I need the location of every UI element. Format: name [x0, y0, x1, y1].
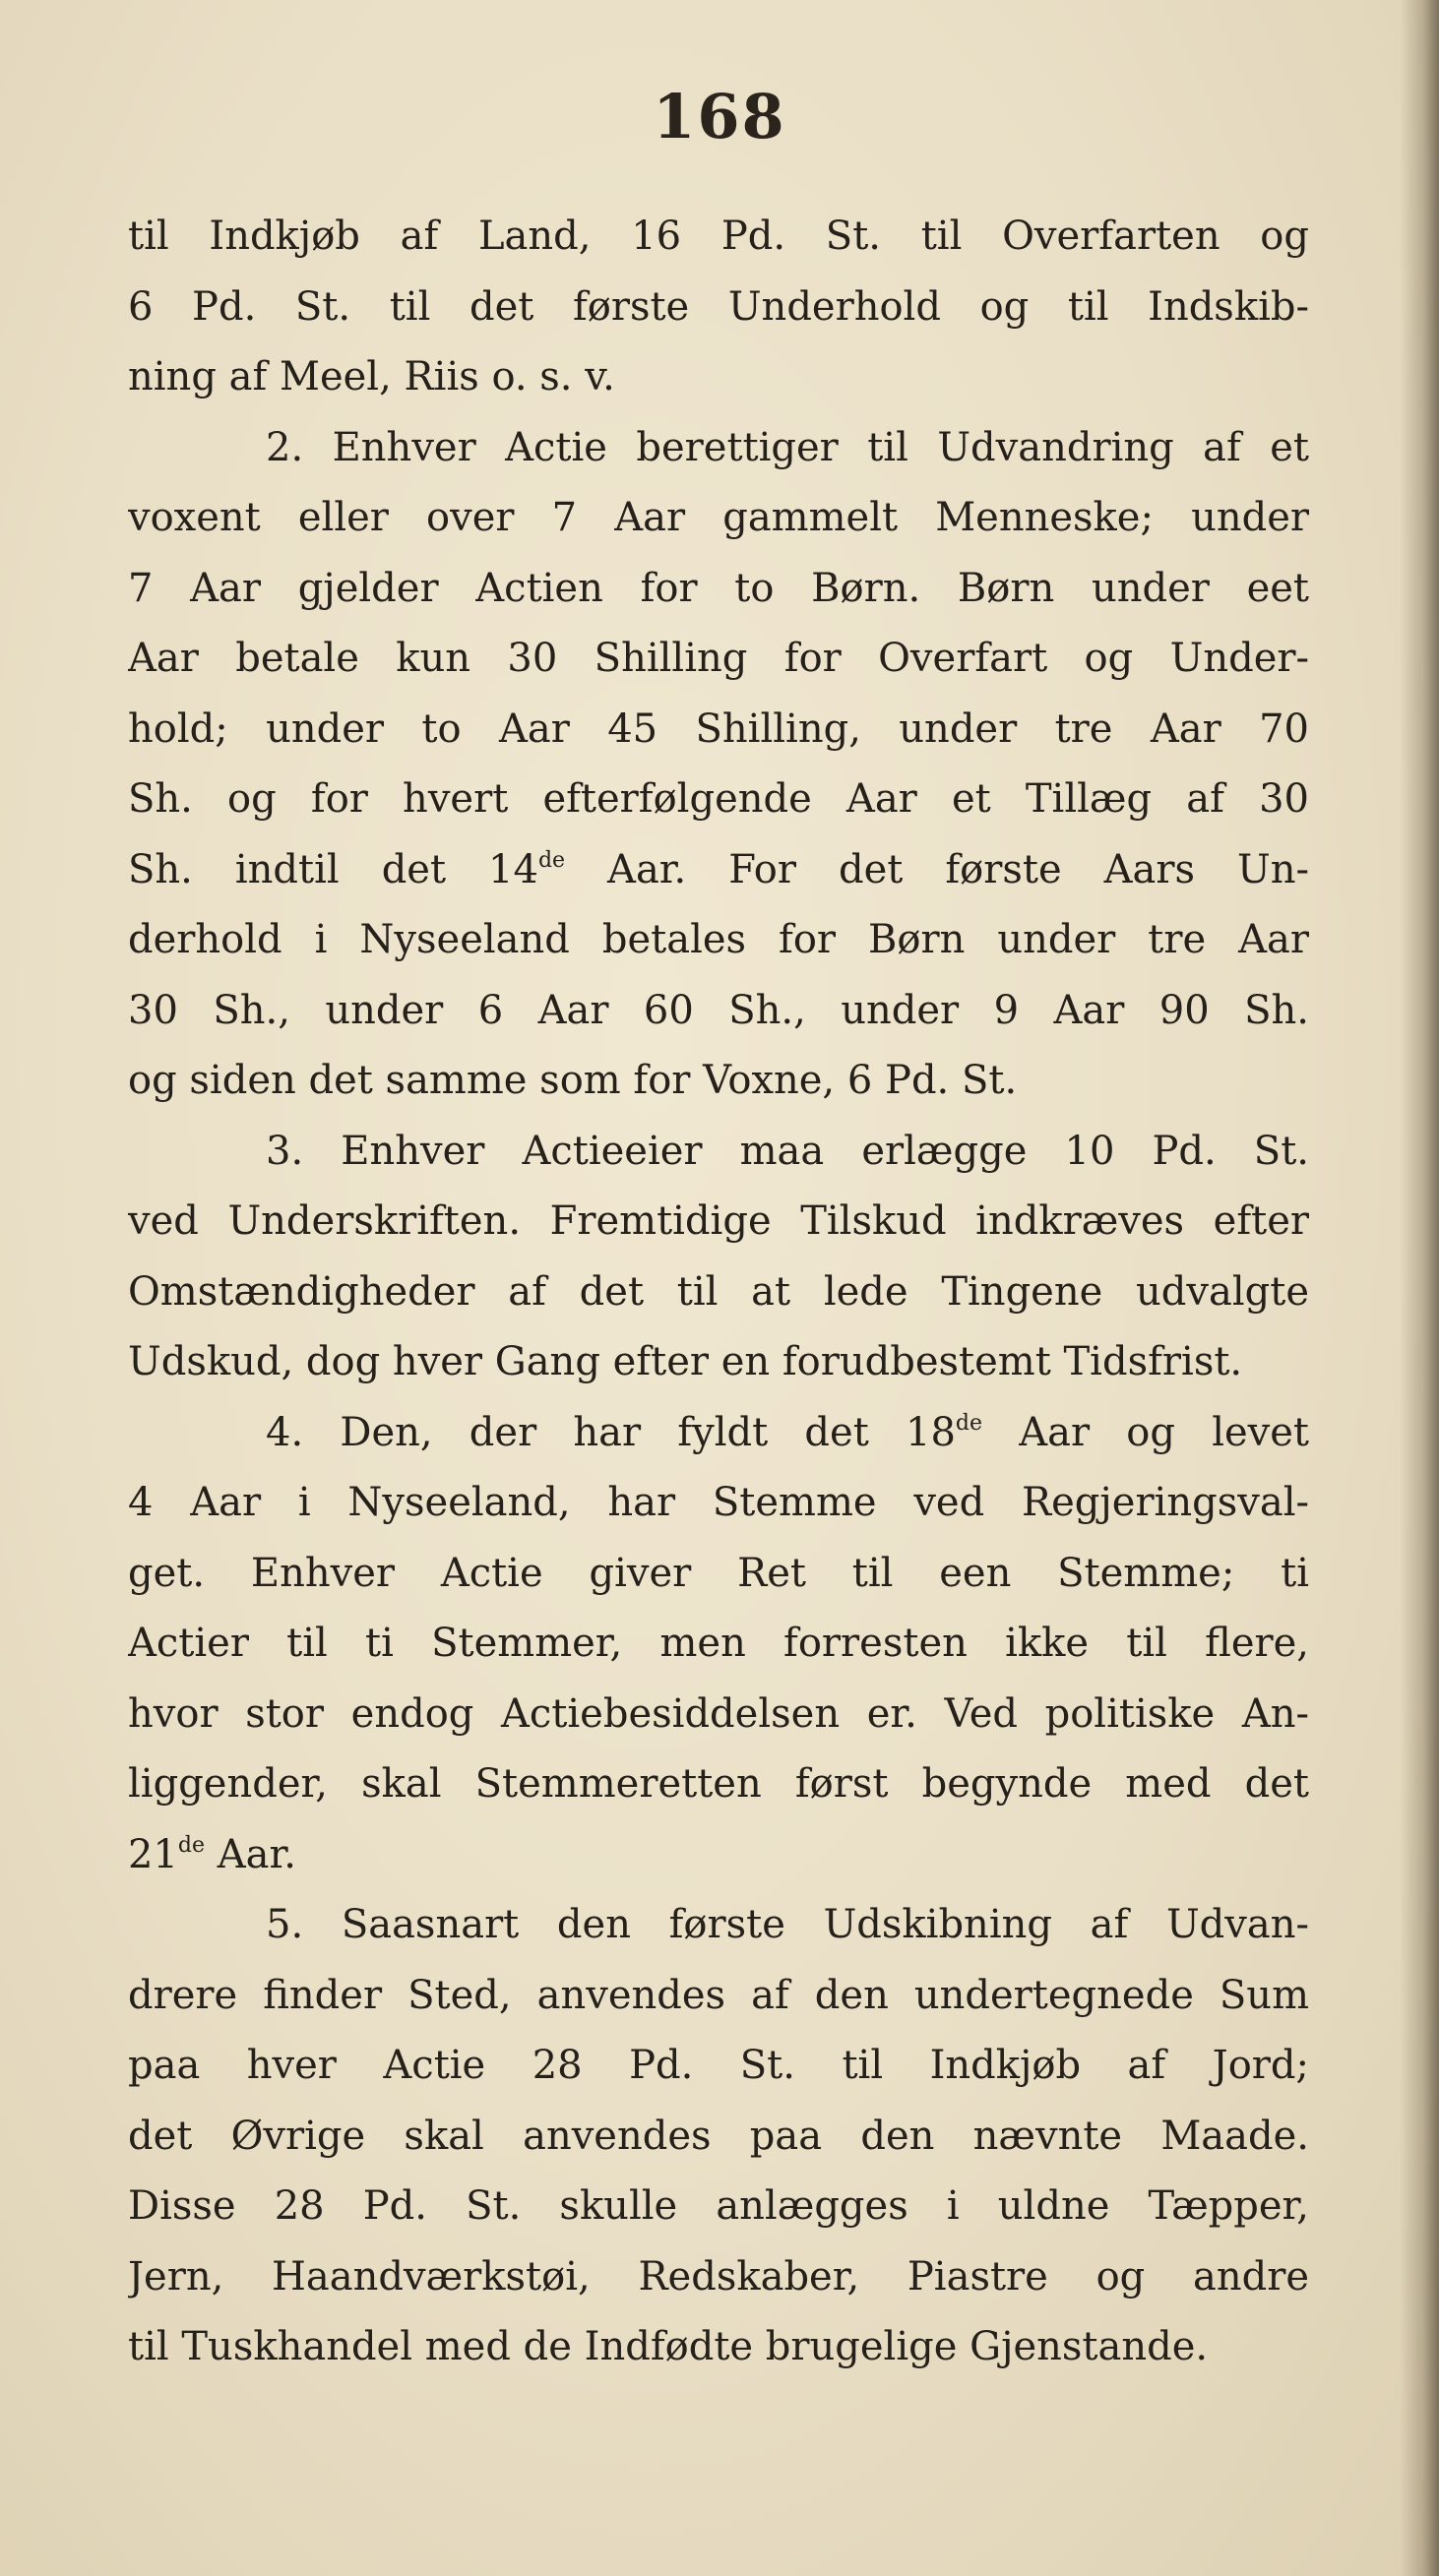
text-line	[128, 1961, 1309, 2032]
line-text: ning af Meel, Riis o. s. v.	[128, 354, 615, 399]
page-number: 168	[653, 81, 786, 153]
line-text: paa hver Actie 28 Pd. St. til Indkjøb af Jord;	[128, 2043, 1309, 2088]
text-line	[128, 1539, 1309, 1610]
text-line	[128, 2312, 1309, 2383]
line-text: 3. Enhver Actieeier maa erlægge 10 Pd. St.	[266, 1128, 1309, 1174]
line-text: 21	[128, 1831, 178, 1877]
text-line	[128, 1187, 1309, 1257]
text-line	[128, 1398, 1309, 1469]
text-line	[128, 1468, 1309, 1539]
line-text: 7 Aar gjelder Actien for to Børn. Børn under eet	[128, 565, 1309, 611]
line-text: til Tuskhandel med de Indfødte brugelige Gjenstande.	[128, 2324, 1209, 2369]
text-line	[128, 342, 1309, 413]
line-text: voxent eller over 7 Aar gammelt Menneske; under	[128, 495, 1309, 540]
line-text: til Indkjøb af Land, 16 Pd. St. til Overfarten og	[128, 214, 1309, 259]
line-text: Actier til ti Stemmer, men forresten ikke til flere,	[128, 1621, 1309, 1666]
line-text: Udskud, dog hver Gang efter en forudbestemt Tidsfrist.	[128, 1339, 1243, 1384]
line-text: hvor stor endog Actiebesiddelsen er. Ved politiske An-	[128, 1690, 1309, 1737]
text-line	[128, 976, 1309, 1047]
text-line	[128, 554, 1309, 625]
text-line	[128, 624, 1309, 695]
text-line	[128, 1680, 1309, 1750]
line-text: det Øvrige skal anvendes paa den nævnte Maade.	[128, 2113, 1309, 2159]
line-text: drere finder Sted, anvendes af den undertegnede Sum	[128, 1972, 1309, 2018]
text-line	[128, 1749, 1309, 1820]
line-text: 4 Aar i Nyseeland, har Stemme ved Regjeringsval-	[128, 1480, 1309, 1525]
text-line	[128, 695, 1309, 766]
line-text-continued: Aar og levet	[982, 1409, 1309, 1455]
line-text: 6 Pd. St. til det første Underhold og til Indskib-	[128, 283, 1309, 330]
line-text: Omstændigheder af det til at lede Tingene udvalgte	[128, 1268, 1309, 1315]
text-line	[128, 835, 1309, 906]
line-text: hold; under to Aar 45 Shilling, under tre Aar 70	[128, 705, 1309, 752]
line-text: Aar betale kun 30 Shilling for Overfart og Under-	[128, 636, 1309, 681]
text-line	[128, 765, 1309, 835]
ordinal-superscript: de	[177, 1832, 206, 1858]
line-text: 4. Den, der har fyldt det 18	[266, 1409, 956, 1455]
text-line	[128, 1257, 1309, 1328]
line-text: 2. Enhver Actie berettiger til Udvandring af et	[266, 424, 1309, 470]
line-text: get. Enhver Actie giver Ret til een Stemme; ti	[128, 1550, 1309, 1596]
line-text: og siden det samme som for Voxne, 6 Pd. St.	[128, 1058, 1018, 1103]
line-text-continued: Aar.	[205, 1831, 296, 1877]
text-line	[128, 1820, 1309, 1891]
line-text: Sh. og for hvert efterfølgende Aar et Tillæg af 30	[128, 776, 1309, 822]
line-text-continued: Aar. For det første Aars Un-	[565, 846, 1309, 892]
text-line	[128, 2031, 1309, 2102]
text-line	[128, 2102, 1309, 2173]
text-line	[128, 1046, 1309, 1117]
ordinal-superscript: de	[537, 847, 566, 873]
text-line	[128, 1117, 1309, 1188]
line-text: liggender, skal Stemmeretten først begynde med det	[128, 1761, 1309, 1807]
text-line	[128, 1609, 1309, 1680]
text-line	[128, 202, 1309, 273]
page-edge-shadow	[1400, 0, 1439, 2576]
line-text: ved Underskriften. Fremtidige Tilskud indkræves efter	[128, 1198, 1309, 1244]
line-text: 5. Saasnart den første Udskibning af Udvan-	[266, 1902, 1309, 1947]
ordinal-superscript: de	[955, 1410, 983, 1436]
text-line	[128, 2242, 1309, 2313]
text-line	[128, 1327, 1309, 1398]
text-line	[128, 413, 1309, 484]
body-text	[128, 202, 1309, 2383]
text-line	[128, 483, 1309, 554]
text-line	[128, 1890, 1309, 1961]
text-line	[128, 2172, 1309, 2242]
line-text: Sh. indtil det 14	[128, 846, 538, 892]
line-text: Disse 28 Pd. St. skulle anlægges i uldne Tæpper,	[128, 2183, 1309, 2229]
line-text: derhold i Nyseeland betales for Børn under tre Aar	[128, 917, 1309, 962]
line-text: Jern, Haandværkstøi, Redskaber, Piastre og andre	[128, 2253, 1309, 2300]
text-line	[128, 273, 1309, 343]
line-text: 30 Sh., under 6 Aar 60 Sh., under 9 Aar 90 Sh.	[128, 987, 1309, 1033]
text-line	[128, 905, 1309, 976]
